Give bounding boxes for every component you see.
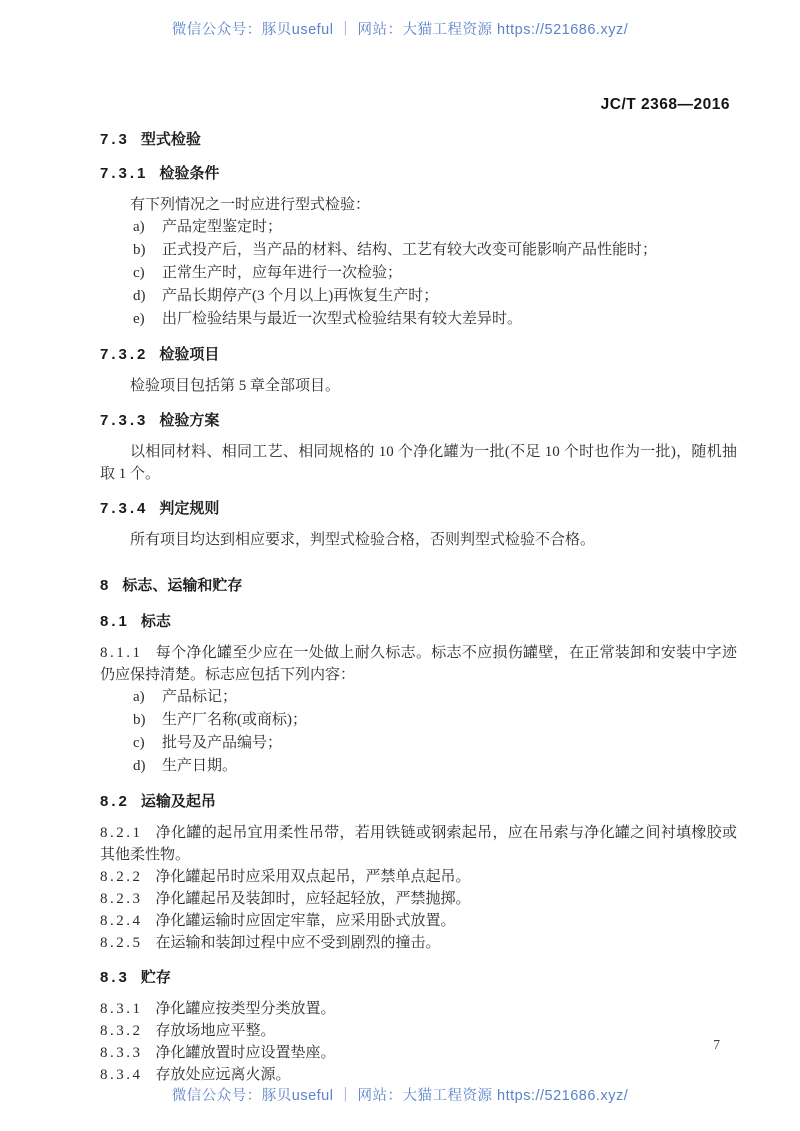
- clause: [100, 822, 737, 866]
- section-heading: [100, 130, 737, 150]
- section-title: 检验条件: [159, 165, 220, 182]
- clause-number: 8.2.5: [100, 935, 143, 951]
- clause-number: 8.3.3: [100, 1045, 143, 1061]
- clause: [100, 888, 737, 910]
- list-item: [100, 732, 737, 755]
- section-title: 检验方案: [159, 412, 220, 429]
- list-item: [100, 239, 737, 262]
- list-text: 批号及产品编号；: [162, 735, 283, 751]
- section-title: 标志、运输和贮存: [122, 577, 243, 594]
- clause-number: 8.1.1: [100, 645, 143, 661]
- clause: [100, 1020, 737, 1042]
- section-heading: [100, 345, 737, 365]
- section-title: 检验项目: [159, 346, 220, 363]
- section-number: 7.3.1: [100, 165, 149, 182]
- section-title: 标志: [140, 613, 171, 630]
- section-number: 8.2: [100, 793, 130, 810]
- section-heading: [100, 411, 737, 431]
- list-item: [100, 262, 737, 285]
- chapter-heading: [100, 576, 737, 596]
- list-text: 产品定型鉴定时；: [162, 219, 283, 235]
- clause-text: 净化罐运输时应固定牢靠，应采用卧式放置。: [155, 913, 456, 929]
- clause-text: 净化罐起吊及装卸时，应轻起轻放，严禁抛掷。: [155, 891, 471, 907]
- list-item: [100, 308, 737, 331]
- list-text: 正常生产时，应每年进行一次检验；: [162, 265, 403, 281]
- standard-number: JC/T 2368—2016: [600, 96, 730, 113]
- list-text: 产品标记；: [162, 689, 238, 705]
- section-number: 7.3: [100, 131, 130, 148]
- section-number: 7.3.4: [100, 500, 149, 517]
- paragraph: 以相同材料、相同工艺、相同规格的 10 个净化罐为一批(不足 10 个时也作为一批)，随机抽取 1 个。: [100, 444, 737, 482]
- list-item: [100, 686, 737, 709]
- clause: [100, 866, 737, 888]
- footer-watermark: 微信公众号：豚贝useful ｜ 网站：大猫工程资源 https://521686.xyz/: [171, 1088, 629, 1104]
- list-text: 产品长期停产(3 个月以上)再恢复生产时；: [162, 288, 439, 304]
- list-text: 正式投产后，当产品的材料、结构、工艺有较大改变可能影响产品性能时；: [162, 242, 658, 258]
- list-marker: b): [133, 712, 146, 728]
- section-heading: [100, 792, 737, 812]
- clause-text: 在运输和装卸过程中应不受到剧烈的撞击。: [155, 935, 441, 951]
- section-title: 型式检验: [140, 131, 201, 148]
- clause-text: 存放场地应平整。: [155, 1023, 276, 1039]
- list-text: 生产厂名称(或商标)；: [162, 712, 307, 728]
- section-number: 8.1: [100, 613, 130, 630]
- list-marker: c): [133, 265, 145, 281]
- list-item: [100, 755, 737, 778]
- section-number: 8.3: [100, 969, 130, 986]
- list-marker: d): [133, 758, 146, 774]
- list-marker: c): [133, 735, 145, 751]
- clause-number: 8.3.2: [100, 1023, 143, 1039]
- section-number: 7.3.3: [100, 412, 149, 429]
- clause-text: 存放处应远离火源。: [155, 1067, 291, 1083]
- clause-text: 净化罐的起吊宜用柔性吊带，若用铁链或钢索起吊，应在吊索与净化罐之间衬填橡胶或其他柔性物。: [100, 825, 737, 863]
- clause-number: 8.2.3: [100, 891, 143, 907]
- list-marker: d): [133, 288, 146, 304]
- section-number: 8: [100, 577, 112, 594]
- clause-text: 净化罐放置时应设置垫座。: [155, 1045, 336, 1061]
- section-heading: [100, 499, 737, 519]
- list-marker: b): [133, 242, 146, 258]
- clause-text: 每个净化罐至少应在一处做上耐久标志。标志不应损伤罐壁，在正常装卸和安装中字迹仍应保持清楚。标志应包括下列内容：: [100, 645, 737, 683]
- header-watermark: 微信公众号：豚贝useful ｜ 网站：大猫工程资源 https://521686.xyz/: [171, 22, 629, 38]
- list-item: [100, 285, 737, 308]
- clause-number: 8.2.2: [100, 869, 143, 885]
- clause-number: 8.2.4: [100, 913, 143, 929]
- page-number: 7: [713, 1037, 720, 1052]
- list-text: 出厂检验结果与最近一次型式检验结果有较大差异时。: [162, 311, 523, 327]
- list-item: [100, 709, 737, 732]
- clause-text: 净化罐应按类型分类放置。: [155, 1001, 336, 1017]
- section-heading: [100, 612, 737, 632]
- clause-text: 净化罐起吊时应采用双点起吊，严禁单点起吊。: [155, 869, 471, 885]
- section-number: 7.3.2: [100, 346, 149, 363]
- list-marker: a): [133, 689, 145, 705]
- paragraph: 检验项目包括第 5 章全部项目。: [130, 378, 341, 394]
- clause: [100, 910, 737, 932]
- list-item: [100, 216, 737, 239]
- list-marker: e): [133, 311, 145, 327]
- document-body: [100, 116, 737, 1086]
- section-heading: [100, 164, 737, 184]
- paragraph: 有下列情况之一时应进行型式检验：: [130, 197, 371, 213]
- clause-number: 8.3.1: [100, 1001, 143, 1017]
- clause-number: 8.3.4: [100, 1067, 143, 1083]
- list-marker: a): [133, 219, 145, 235]
- list-text: 生产日期。: [162, 758, 238, 774]
- clause: [100, 998, 737, 1020]
- section-title: 运输及起吊: [140, 793, 216, 810]
- clause: [100, 642, 737, 686]
- clause: [100, 1064, 737, 1086]
- section-title: 贮存: [140, 969, 171, 986]
- clause-number: 8.2.1: [100, 825, 143, 841]
- section-title: 判定规则: [159, 500, 220, 517]
- clause: [100, 1042, 737, 1064]
- section-heading: [100, 968, 737, 988]
- clause: [100, 932, 737, 954]
- paragraph: 所有项目均达到相应要求，判型式检验合格，否则判型式检验不合格。: [130, 532, 596, 548]
